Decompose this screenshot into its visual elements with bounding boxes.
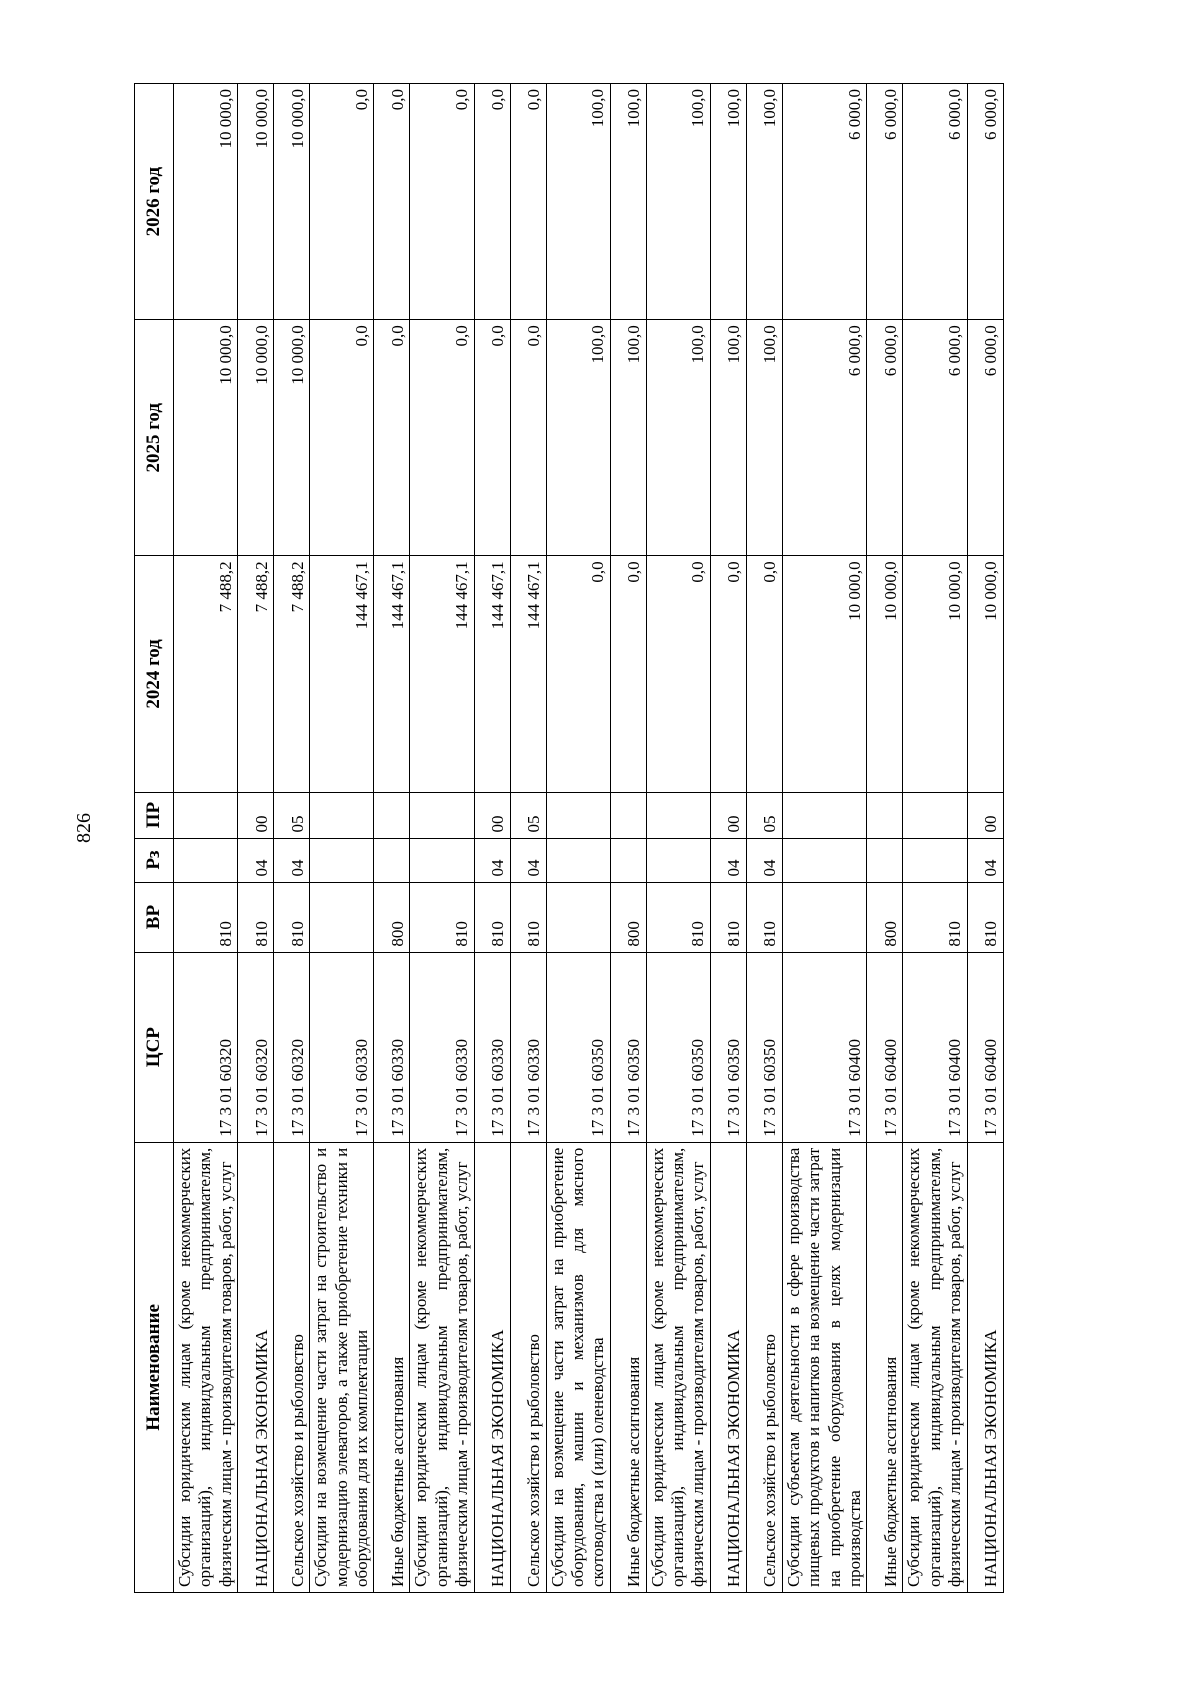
cell-vr: 810 [746, 882, 782, 952]
cell-2024: 0,0 [610, 556, 646, 792]
cell-2024: 144 467,1 [474, 556, 510, 792]
table-row [374, 84, 410, 1593]
cell-rz [867, 838, 903, 882]
cell-2025: 6 000,0 [903, 320, 967, 556]
table-row [474, 84, 510, 1593]
cell-2025: 0,0 [474, 320, 510, 556]
header-2025: 2025 год [135, 320, 174, 556]
cell-csr: 17 3 01 60330 [510, 952, 546, 1142]
cell-name: НАЦИОНАЛЬНАЯ ЭКОНОМИКА [710, 1142, 746, 1592]
cell-2024: 10 000,0 [782, 556, 867, 792]
table-row [967, 84, 1003, 1593]
cell-vr: 810 [967, 882, 1003, 952]
rotated-page-content [134, 83, 1074, 1593]
cell-vr: 810 [174, 882, 238, 952]
cell-vr: 810 [274, 882, 310, 952]
table-row [746, 84, 782, 1593]
cell-vr: 800 [374, 882, 410, 952]
cell-2025: 0,0 [410, 320, 474, 556]
table-row [546, 84, 610, 1593]
cell-pr [410, 792, 474, 838]
cell-2024: 144 467,1 [510, 556, 546, 792]
cell-rz: 04 [746, 838, 782, 882]
table-header-row [135, 84, 174, 1593]
cell-name: Сельское хозяйство и рыболовство [510, 1142, 546, 1592]
cell-2026: 10 000,0 [274, 84, 310, 320]
cell-2025: 100,0 [710, 320, 746, 556]
cell-vr [546, 882, 610, 952]
cell-name: Субсидии юридическим лицам (кроме некоммерческих организаций), индивидуальным предпринимателям, физическим лицам - производителям товаров, работ, услуг [646, 1142, 710, 1592]
cell-vr: 810 [710, 882, 746, 952]
cell-name: Субсидии юридическим лицам (кроме некоммерческих организаций), индивидуальным предпринимателям, физическим лицам - производителям товаров, работ, услуг [410, 1142, 474, 1592]
cell-rz [782, 838, 867, 882]
cell-pr: 00 [710, 792, 746, 838]
cell-csr: 17 3 01 60320 [274, 952, 310, 1142]
cell-pr [867, 792, 903, 838]
cell-pr: 05 [510, 792, 546, 838]
cell-pr [646, 792, 710, 838]
cell-2024: 10 000,0 [867, 556, 903, 792]
cell-rz [174, 838, 238, 882]
cell-pr [782, 792, 867, 838]
cell-vr: 800 [867, 882, 903, 952]
cell-rz: 04 [710, 838, 746, 882]
table-row [410, 84, 474, 1593]
cell-pr: 00 [967, 792, 1003, 838]
cell-vr: 810 [474, 882, 510, 952]
table-row [174, 84, 238, 1593]
page-number: 826 [73, 813, 95, 843]
cell-csr: 17 3 01 60350 [546, 952, 610, 1142]
cell-name: НАЦИОНАЛЬНАЯ ЭКОНОМИКА [238, 1142, 274, 1592]
cell-name: Субсидии юридическим лицам (кроме некоммерческих организаций), индивидуальным предпринимателям, физическим лицам - производителям товаров, работ, услуг [903, 1142, 967, 1592]
cell-2026: 100,0 [746, 84, 782, 320]
header-2024: 2024 год [135, 556, 174, 792]
cell-vr: 810 [238, 882, 274, 952]
cell-2026: 100,0 [546, 84, 610, 320]
budget-table [134, 83, 1004, 1593]
cell-2025: 10 000,0 [174, 320, 238, 556]
cell-2025: 10 000,0 [238, 320, 274, 556]
cell-name: Субсидии на возмещение части затрат на строительство и модернизацию элеваторов, а также приобретение техники и оборудования для их комплектации [310, 1142, 374, 1592]
cell-2025: 100,0 [546, 320, 610, 556]
cell-2026: 10 000,0 [238, 84, 274, 320]
cell-csr: 17 3 01 60330 [410, 952, 474, 1142]
table-row [867, 84, 903, 1593]
cell-2026: 6 000,0 [782, 84, 867, 320]
cell-vr: 810 [646, 882, 710, 952]
cell-2026: 6 000,0 [967, 84, 1003, 320]
cell-name: Субсидии юридическим лицам (кроме некоммерческих организаций), индивидуальным предпринимателям, физическим лицам - производителям товаров, работ, услуг [174, 1142, 238, 1592]
cell-2025: 6 000,0 [867, 320, 903, 556]
cell-2024: 7 488,2 [274, 556, 310, 792]
cell-name: Иные бюджетные ассигнования [374, 1142, 410, 1592]
cell-csr: 17 3 01 60400 [967, 952, 1003, 1142]
header-name: Наименование [135, 1142, 174, 1592]
cell-csr: 17 3 01 60350 [746, 952, 782, 1142]
cell-csr: 17 3 01 60330 [474, 952, 510, 1142]
cell-2024: 144 467,1 [310, 556, 374, 792]
cell-pr [374, 792, 410, 838]
cell-2024: 0,0 [746, 556, 782, 792]
cell-2026: 0,0 [510, 84, 546, 320]
cell-name: НАЦИОНАЛЬНАЯ ЭКОНОМИКА [967, 1142, 1003, 1592]
cell-rz [646, 838, 710, 882]
cell-2025: 0,0 [310, 320, 374, 556]
cell-2025: 100,0 [646, 320, 710, 556]
cell-2024: 144 467,1 [374, 556, 410, 792]
cell-2025: 6 000,0 [782, 320, 867, 556]
cell-rz [374, 838, 410, 882]
cell-vr [310, 882, 374, 952]
cell-2025: 10 000,0 [274, 320, 310, 556]
cell-pr [546, 792, 610, 838]
cell-2026: 6 000,0 [903, 84, 967, 320]
cell-vr: 810 [510, 882, 546, 952]
cell-name: Иные бюджетные ассигнования [867, 1142, 903, 1592]
cell-pr: 05 [274, 792, 310, 838]
cell-csr: 17 3 01 60400 [782, 952, 867, 1142]
cell-vr: 810 [410, 882, 474, 952]
cell-vr [782, 882, 867, 952]
cell-2024: 0,0 [710, 556, 746, 792]
cell-name: НАЦИОНАЛЬНАЯ ЭКОНОМИКА [474, 1142, 510, 1592]
header-rz: Рз [135, 838, 174, 882]
table-row [710, 84, 746, 1593]
cell-2026: 10 000,0 [174, 84, 238, 320]
cell-2025: 100,0 [610, 320, 646, 556]
header-pr: ПР [135, 792, 174, 838]
cell-csr: 17 3 01 60350 [710, 952, 746, 1142]
header-csr: ЦСР [135, 952, 174, 1142]
table-row [903, 84, 967, 1593]
table-row [782, 84, 867, 1593]
cell-2024: 10 000,0 [903, 556, 967, 792]
table-row [310, 84, 374, 1593]
cell-csr: 17 3 01 60320 [174, 952, 238, 1142]
cell-rz [310, 838, 374, 882]
cell-name: Сельское хозяйство и рыболовство [746, 1142, 782, 1592]
table-row [274, 84, 310, 1593]
cell-csr: 17 3 01 60400 [867, 952, 903, 1142]
cell-pr: 00 [474, 792, 510, 838]
cell-csr: 17 3 01 60320 [238, 952, 274, 1142]
cell-rz: 04 [238, 838, 274, 882]
cell-pr: 05 [746, 792, 782, 838]
cell-2024: 0,0 [646, 556, 710, 792]
header-2026: 2026 год [135, 84, 174, 320]
cell-pr [174, 792, 238, 838]
cell-csr: 17 3 01 60400 [903, 952, 967, 1142]
cell-2025: 0,0 [374, 320, 410, 556]
cell-2025: 100,0 [746, 320, 782, 556]
cell-2026: 100,0 [610, 84, 646, 320]
cell-2026: 100,0 [710, 84, 746, 320]
cell-rz: 04 [474, 838, 510, 882]
cell-rz: 04 [274, 838, 310, 882]
cell-name: Субсидии субъектам деятельности в сфере производства пищевых продуктов и напитков на возмещение части затрат на приобретение оборудования в целях модернизации производства [782, 1142, 867, 1592]
table-row [238, 84, 274, 1593]
cell-2026: 0,0 [474, 84, 510, 320]
cell-2024: 7 488,2 [238, 556, 274, 792]
cell-rz [546, 838, 610, 882]
cell-csr: 17 3 01 60350 [646, 952, 710, 1142]
table-row [510, 84, 546, 1593]
cell-pr [310, 792, 374, 838]
header-vr: ВР [135, 882, 174, 952]
cell-2024: 7 488,2 [174, 556, 238, 792]
cell-2025: 0,0 [510, 320, 546, 556]
cell-rz [610, 838, 646, 882]
cell-2025: 6 000,0 [967, 320, 1003, 556]
cell-name: Субсидии на возмещение части затрат на приобретение оборудования, машин и механизмов для мясного скотоводства и (или) оленеводства [546, 1142, 610, 1592]
cell-pr: 00 [238, 792, 274, 838]
table-body [174, 84, 1004, 1593]
cell-csr: 17 3 01 60350 [610, 952, 646, 1142]
cell-rz: 04 [510, 838, 546, 882]
cell-2024: 10 000,0 [967, 556, 1003, 792]
cell-rz [410, 838, 474, 882]
cell-2026: 6 000,0 [867, 84, 903, 320]
cell-2024: 144 467,1 [410, 556, 474, 792]
cell-vr: 800 [610, 882, 646, 952]
cell-pr [903, 792, 967, 838]
cell-csr: 17 3 01 60330 [310, 952, 374, 1142]
cell-name: Сельское хозяйство и рыболовство [274, 1142, 310, 1592]
cell-2026: 0,0 [310, 84, 374, 320]
cell-csr: 17 3 01 60330 [374, 952, 410, 1142]
cell-2026: 100,0 [646, 84, 710, 320]
cell-rz: 04 [967, 838, 1003, 882]
table-row [610, 84, 646, 1593]
cell-2026: 0,0 [410, 84, 474, 320]
table-row [646, 84, 710, 1593]
cell-2026: 0,0 [374, 84, 410, 320]
cell-rz [903, 838, 967, 882]
cell-name: Иные бюджетные ассигнования [610, 1142, 646, 1592]
cell-vr: 810 [903, 882, 967, 952]
cell-pr [610, 792, 646, 838]
cell-2024: 0,0 [546, 556, 610, 792]
